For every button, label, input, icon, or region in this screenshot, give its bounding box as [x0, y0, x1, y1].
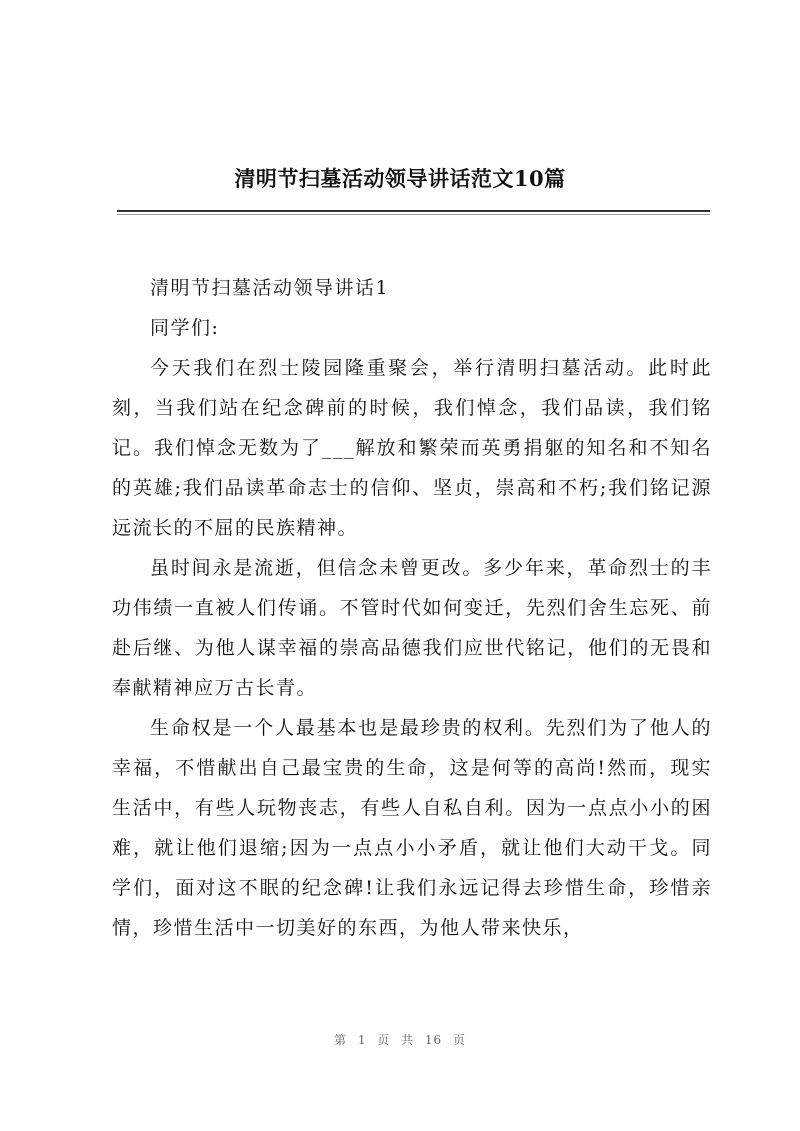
salutation: 同学们:: [150, 317, 220, 339]
body-paragraph: 虽时间永是流逝，但信念未曾更改。多少年来，革命烈士的丰功伟绩一直被人们传诵。不管时代如何变迁，先烈们舍生忘死、前赴后继、为他人谋幸福的崇高品德我们应世代铭记，他们的无畏和奉献精神应万古长青。: [112, 557, 712, 699]
document-body: [112, 268, 712, 948]
body-paragraph: 今天我们在烈士陵园隆重聚会，举行清明扫墓活动。此时此刻，当我们站在纪念碑前的时候，我们悼念，我们品读，我们铭记。我们悼念无数为了___解放和繁荣而英勇捐躯的知名和不知名的英雄;我们品读革命志士的信仰、坚贞，崇高和不朽;我们铭记源远流长的不屈的民族精神。: [112, 357, 712, 539]
title-divider-thin: [117, 214, 710, 215]
section-heading: 清明节扫墓活动领导讲话1: [150, 277, 390, 299]
page-number-footer: 第 1 页 共 16 页: [334, 1033, 466, 1047]
title-divider: [117, 210, 710, 212]
document-title: 清明节扫墓活动领导讲话范文10篇: [234, 166, 566, 191]
body-paragraph: 生命权是一个人最基本也是最珍贵的权利。先烈们为了他人的幸福，不惜献出自己最宝贵的生命，这是何等的高尚!然而，现实生活中，有些人玩物丧志，有些人自私自利。因为一点点小小的困难，就让他们退缩;因为一点点小小矛盾，就让他们大动干戈。同学们，面对这不眠的纪念碑!让我们永远记得去珍惜生命，珍惜亲情，珍惜生活中一切美好的东西，为他人带来快乐，: [112, 717, 712, 939]
